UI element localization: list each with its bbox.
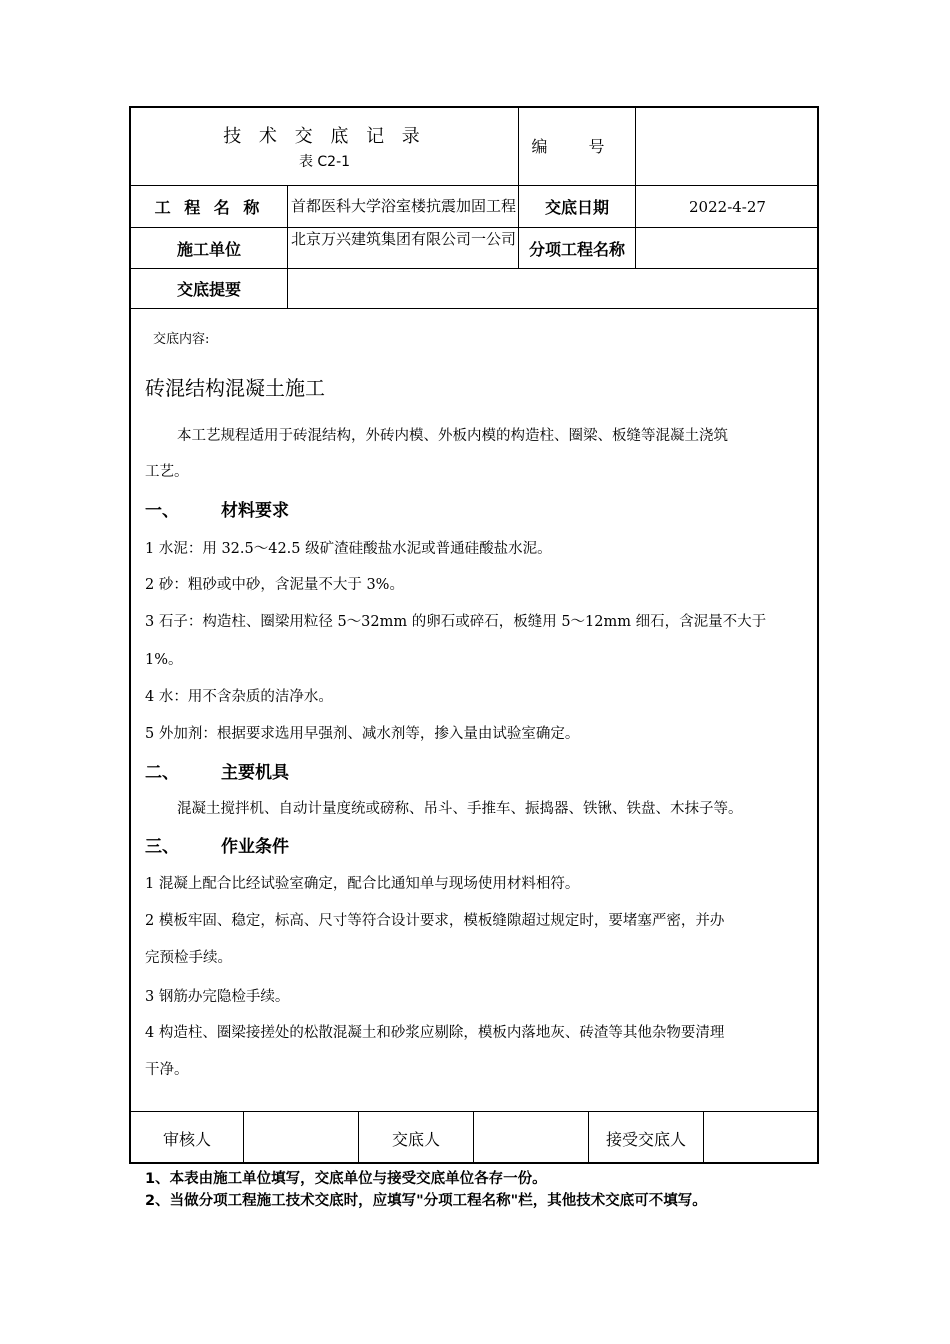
material-item-2: 2 砂：粗砂或中砂，含泥量不大于 3%。 [145,577,404,593]
content-intro-label: 交底内容: [153,332,210,347]
subitem-label: 分项工程名称 [528,239,625,259]
intro-paragraph-line2: 工艺。 [145,464,189,480]
material-item-3-line1: 3 石子：构造柱、圈梁用粒径 5～32mm 的卵石或碎石，板缝用 5～12mm 细石，含泥量不大于 [145,614,767,630]
row-divider [129,308,819,309]
material-item-1: 1 水泥：用 32.5～42.5 级矿渣硅酸盐水泥或普通硅酸盐水泥。 [145,541,552,557]
material-item-4: 4 水：用不含杂质的洁净水。 [145,689,333,705]
section-3-title: 作业条件 [221,837,289,857]
section-1-title: 材料要求 [221,501,289,521]
tools-list: 混凝土搅拌机、自动计量度统或磅称、吊斗、手推车、振捣器、铁锹、铁盘、木抹子等。 [177,801,743,817]
form-number: 表 C2-1 [298,154,351,170]
section-1-number: 一、 [145,501,179,521]
form-title: 技 术 交 底 记 录 [223,126,426,147]
note-1: 1、本表由施工单位填写，交底单位与接受交底单位各存一份。 [145,1171,547,1187]
summary-label: 交底提要 [176,280,241,299]
form-notes [145,1168,707,1212]
section-2-number: 二、 [145,763,179,783]
note-2: 2、当做分项工程施工技术交底时，应填写"分项工程名称"栏，其他技术交底可不填写。 [145,1193,707,1209]
discloser-value[interactable] [474,1112,588,1164]
date-label: 交底日期 [544,198,609,217]
discloser-label: 交底人 [391,1129,440,1149]
contractor-label: 施工单位 [176,239,241,259]
contractor-value[interactable]: 北京万兴建筑集团有限公司一公司 [291,230,517,248]
material-item-5: 5 外加剂：根据要求选用早强剂、减水剂等，掺入量由试验室确定。 [145,726,580,742]
condition-item-2-line2: 完预检手续。 [145,950,232,966]
receiver-label: 接受交底人 [605,1129,686,1149]
section-2-title: 主要机具 [221,763,289,783]
summary-value[interactable] [288,269,817,308]
date-value[interactable]: 2022-4-27 [689,197,766,216]
code-value[interactable] [636,106,819,185]
subitem-value[interactable] [636,228,819,268]
section-3-number: 三、 [145,837,179,857]
condition-item-3: 3 钢筋办完隐检手续。 [145,989,290,1005]
content-title: 砖混结构混凝土施工 [145,376,325,400]
code-label: 编 号 [531,137,623,156]
condition-item-4-line1: 4 构造柱、圈梁接搓处的松散混凝土和砂浆应剔除，模板内落地灰、砖渣等其他杂物要清理 [145,1025,725,1041]
condition-item-4-line2: 干净。 [145,1062,189,1078]
project-name-label: 工 程 名 称 [154,198,264,217]
condition-item-2-line1: 2 模板牢固、稳定，标高、尺寸等符合设计要求，模板缝隙超过规定时，要堵塞严密，并办 [145,913,725,929]
receiver-value[interactable] [704,1112,817,1164]
reviewer-label: 审核人 [162,1129,211,1149]
material-item-3-line2: 1%。 [145,652,183,668]
intro-paragraph-line1: 本工艺规程适用于砖混结构，外砖内模、外板内模的构造柱、圈梁、板缝等混凝土浇筑 [177,428,728,444]
condition-item-1: 1 混凝上配合比经试验室确定，配合比通知单与现场使用材料相符。 [145,876,580,892]
reviewer-value[interactable] [244,1112,358,1164]
project-name-value[interactable]: 首都医科大学浴室楼抗震加固工程 [291,197,517,215]
